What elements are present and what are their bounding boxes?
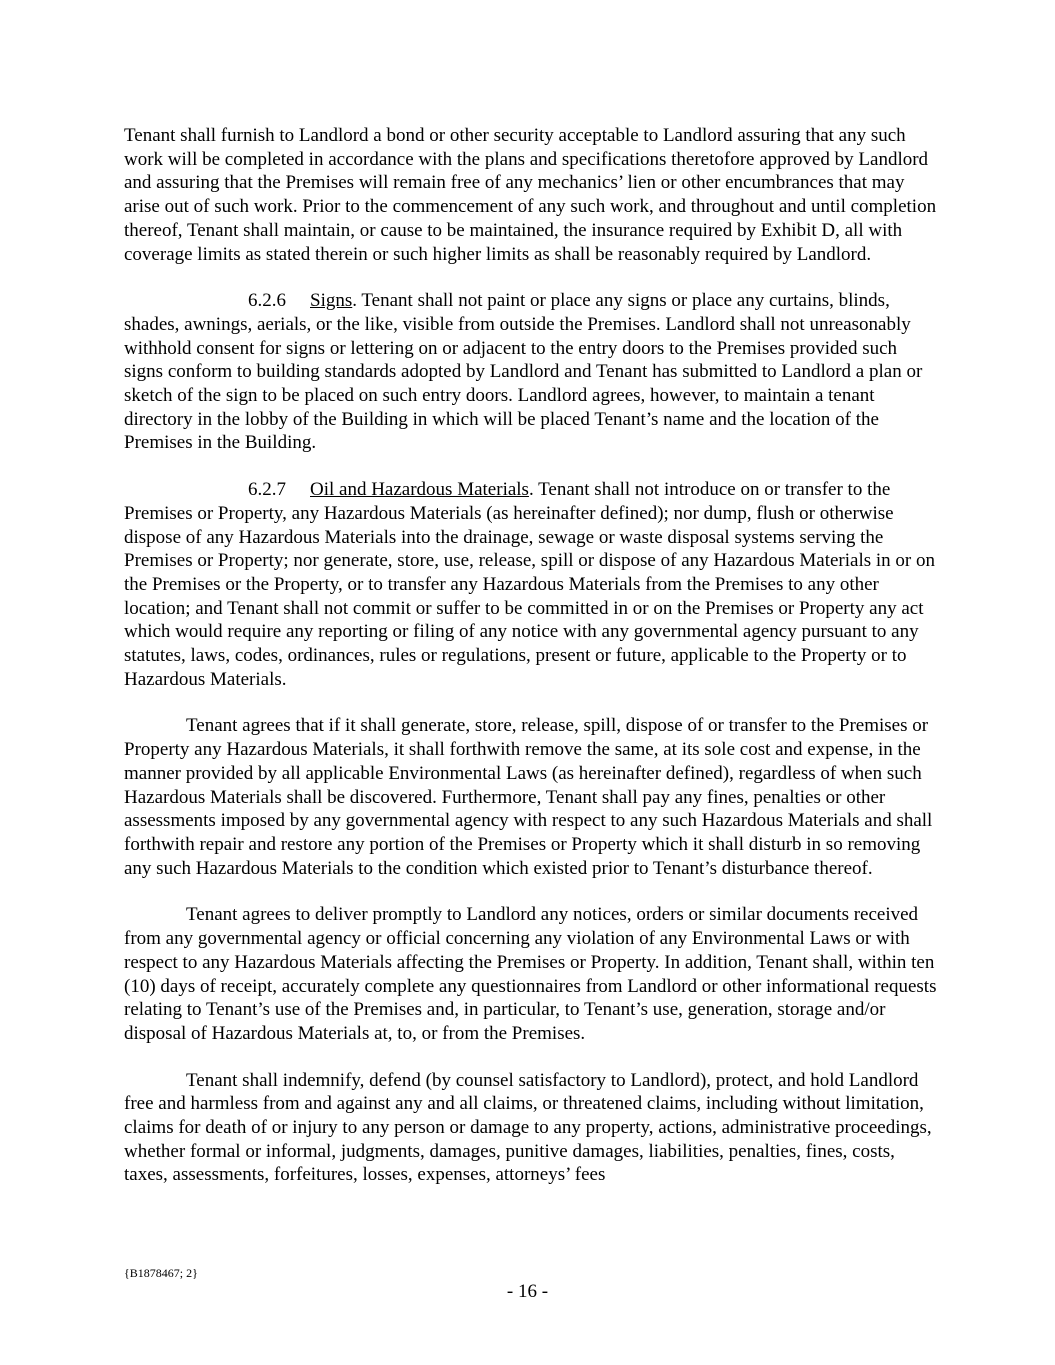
section-heading: Oil and Hazardous Materials [310,479,529,501]
section-heading: Signs [310,290,353,312]
paragraph-indemnify: Tenant shall indemnify, defend (by counsel satisfactory to Landlord), protect, and hold Landlord free and harmless from and against any and all claims, or threatened claims, including without limitation, claims for death of or injury to any person or damage to any property, actions, administrative proceedings, whether formal or informal, judgments, damages, punitive damages, liabilities, penalties, fines, costs, taxes, assessments, forfeitures, losses, expenses, attorneys’ fees [124,1069,932,1186]
page-number: - 16 - [506,1281,549,1302]
section-body: . Tenant shall not paint or place any signs or place any curtains, blinds, shades, awnings, aerials, or the like, visible from outside the Premises. Landlord shall not unreasonably withhold consent for signs or lettering on or adjacent to the entry doors to the Premises provided such signs conform to building standards adopted by Landlord and Tenant has submitted to Landlord a plan or sketch of the sign to be placed on such entry doors. Landlord agrees, however, to maintain a tenant directory in the lobby of the Building in which will be placed Tenant’s name and the location of the Premises in the Building. [124,290,923,454]
document-id-footer: {B1878467; 2} [124,1266,198,1280]
paragraph-remediation: Tenant agrees that if it shall generate, store, release, spill, dispose of or transfer to the Premises or Property any Hazardous Materials, it shall forthwith remove the same, at its sole cost and expense, in the manner provided by all applicable Environmental Laws (as hereinafter defined), regardless of when such Hazardous Materials shall be discovered. Furthermore, Tenant shall pay any fines, penalties or other assessments imposed by any governmental agency with respect to any such Hazardous Materials and shall forthwith repair and restore any portion of the Premises or Property which it shall disturb in so removing any such Hazardous Materials to the condition which existed prior to Tenant’s disturbance thereof. [124,715,933,879]
section-body: . Tenant shall not introduce on or transfer to the Premises or Property, any Hazardous Materials (as hereinafter defined); nor dump, flush or otherwise dispose of any Hazardous Materials into the drainage, sewage or waste disposal systems serving the Premises or Property; nor generate, store, use, release, spill or dispose of any Hazardous Materials in or on the Premises or the Property, or to transfer any Hazardous Materials from the Premises to any other location; and Tenant shall not commit or suffer to be committed in or on the Premises or Property any act which would require any reporting or filing of any notice with any governmental agency pursuant to any statutes, laws, codes, ordinances, rules or regulations, present or future, applicable to the Property or to Hazardous Materials. [124,479,935,690]
paragraph-bond-security: Tenant shall furnish to Landlord a bond or other security acceptable to Landlord assuring that any such work will be completed in accordance with the plans and specifications theretofore approved by Landlord and assuring that the Premises will remain free of any mechanics’ lien or other encumbrances that may arise out of such work. Prior to the commencement of any such work, and throughout and until completion thereof, Tenant shall maintain, or cause to be maintained, the insurance required by Exhibit D, all with coverage limits as stated therein or such higher limits as shall be reasonably required by Landlord. [124,125,937,265]
section-6-2-6-signs [124,289,938,455]
section-number: 6.2.6 [248,290,286,312]
section-number: 6.2.7 [248,479,286,501]
section-6-2-7-hazardous-materials [124,478,938,691]
document-page [124,124,938,1210]
paragraph-notices: Tenant agrees to deliver promptly to Landlord any notices, orders or similar documents received from any governmental agency or official concerning any violation of any Environmental Laws or with respect to any Hazardous Materials affecting the Premises or Property. In addition, Tenant shall, within ten (10) days of receipt, accurately complete any questionnaires from Landlord or other informational requests relating to Tenant’s use of the Premises and, in particular, to Tenant’s use, generation, storage and/or disposal of Hazardous Materials at, to, or from the Premises. [124,904,937,1044]
